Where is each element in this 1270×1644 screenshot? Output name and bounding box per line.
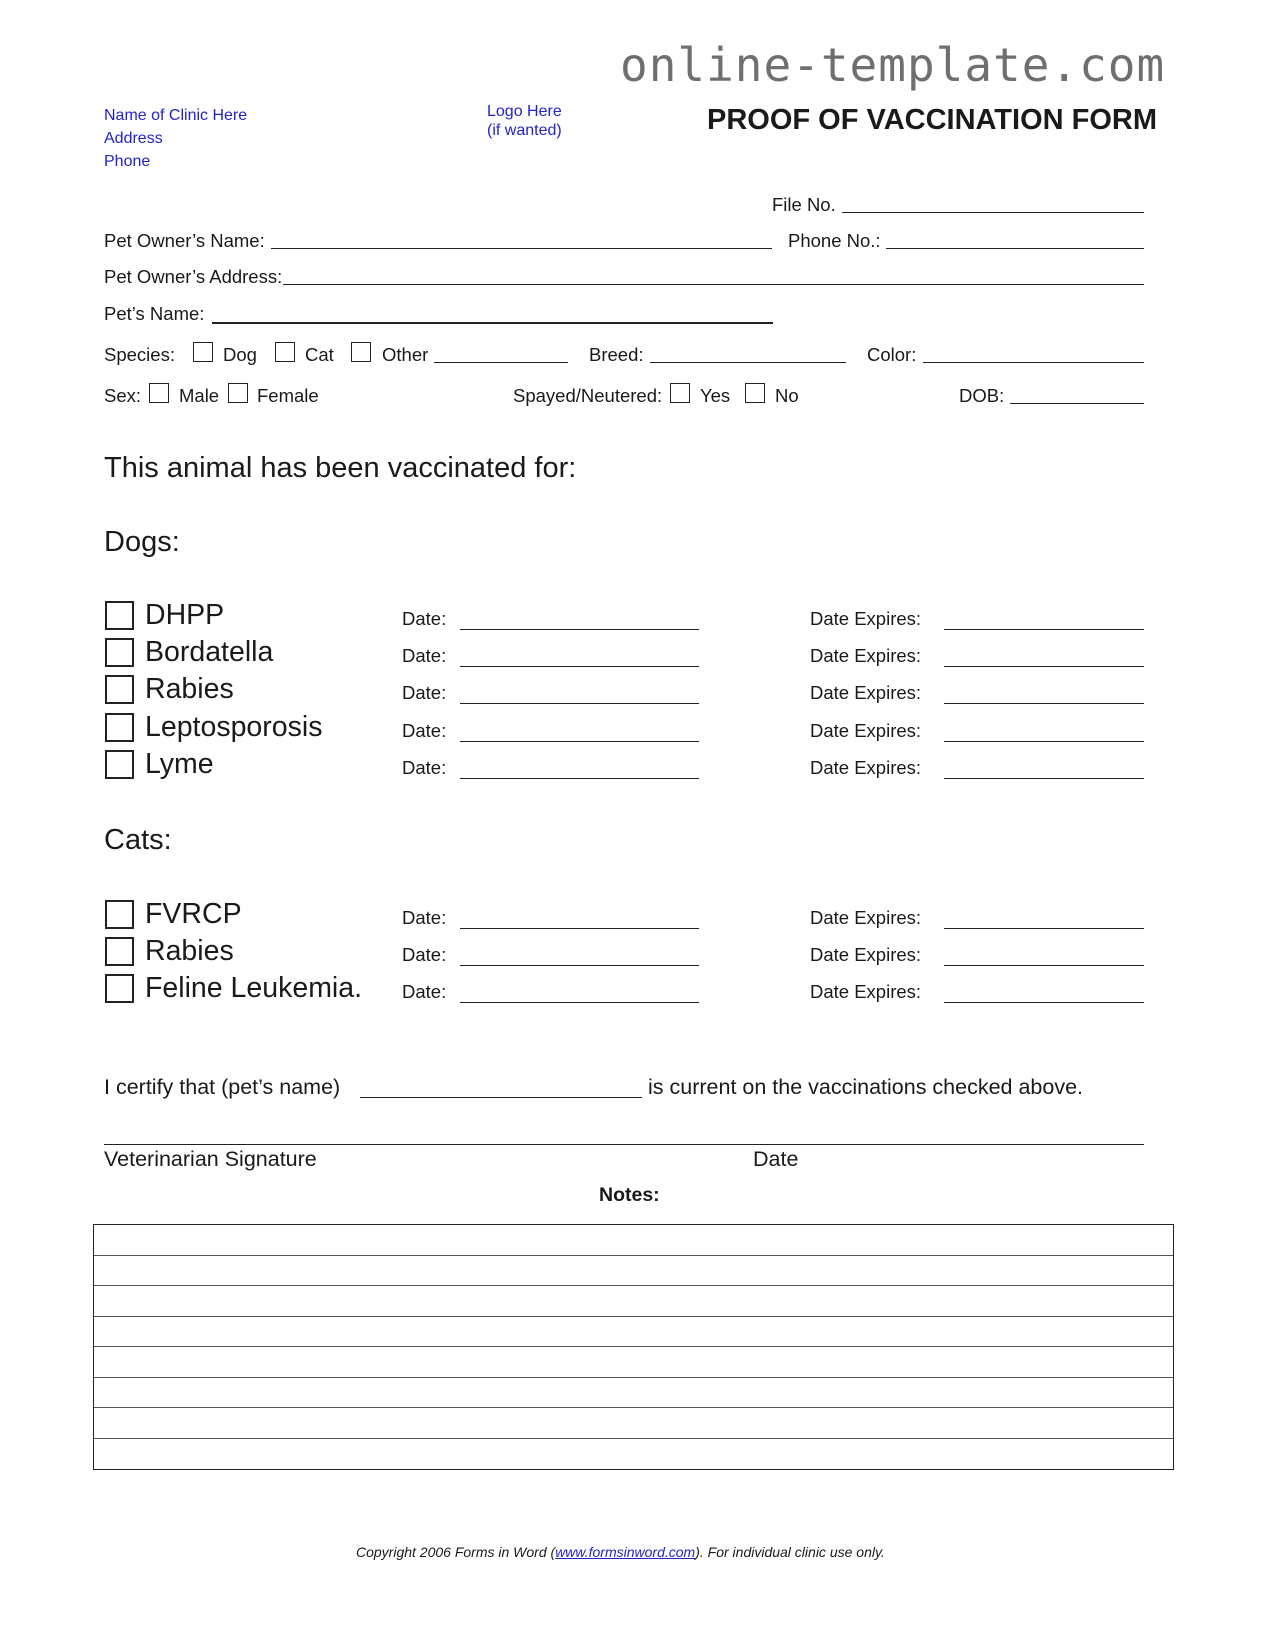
species-dog-label: Dog — [223, 344, 257, 365]
form-title: PROOF OF VACCINATION FORM — [707, 104, 1158, 136]
notes-row[interactable] — [94, 1286, 1173, 1317]
date-label: Date: — [402, 720, 447, 741]
date-expires-field[interactable] — [944, 778, 1144, 779]
dogs-heading: Dogs: — [104, 526, 180, 558]
date-field[interactable] — [460, 928, 699, 929]
owner-name-field[interactable] — [271, 248, 772, 249]
cat-vaccine-name: Feline Leukemia. — [145, 972, 363, 1004]
bordatella-checkbox[interactable] — [105, 638, 134, 667]
date-field[interactable] — [460, 703, 699, 704]
dog-vaccine-name: Lyme — [145, 748, 214, 780]
file-no-field[interactable] — [842, 212, 1144, 213]
signature-line[interactable] — [104, 1144, 1144, 1145]
cat-vaccine-name: FVRCP — [145, 898, 242, 930]
notes-row[interactable] — [94, 1317, 1173, 1348]
owner-address-label: Pet Owner’s Address: — [104, 266, 283, 287]
date-expires-field[interactable] — [944, 703, 1144, 704]
sex-female-label: Female — [257, 385, 319, 406]
rabies-checkbox[interactable] — [105, 675, 134, 704]
dhpp-checkbox[interactable] — [105, 601, 134, 630]
logo-placeholder-line1: Logo Here — [487, 103, 562, 120]
date-expires-field[interactable] — [944, 928, 1144, 929]
footer-link[interactable]: www.formsinword.com — [555, 1544, 696, 1560]
date-expires-field[interactable] — [944, 1002, 1144, 1003]
clinic-address: Address — [104, 130, 163, 147]
footer-suffix: ). For individual clinic use only. — [695, 1544, 885, 1560]
certify-suffix: is current on the vaccinations checked above. — [648, 1075, 1084, 1099]
date-field[interactable] — [460, 666, 699, 667]
date-expires-field[interactable] — [944, 965, 1144, 966]
dog-vaccine-name: DHPP — [145, 599, 225, 631]
color-field[interactable] — [923, 362, 1144, 363]
notes-row[interactable] — [94, 1408, 1173, 1439]
certify-pet-name-field[interactable] — [360, 1097, 642, 1098]
dob-label: DOB: — [959, 385, 1005, 406]
sex-male-label: Male — [179, 385, 220, 406]
dog-vaccine-name: Rabies — [145, 673, 234, 705]
date-expires-label: Date Expires: — [810, 757, 922, 778]
date-field[interactable] — [460, 741, 699, 742]
notes-row[interactable] — [94, 1347, 1173, 1378]
pet-name-label: Pet’s Name: — [104, 303, 205, 324]
cat-vaccine-name: Rabies — [145, 935, 234, 967]
notes-table[interactable] — [93, 1224, 1174, 1470]
species-cat-checkbox[interactable] — [275, 342, 295, 362]
species-other-checkbox[interactable] — [351, 342, 371, 362]
notes-label: Notes: — [599, 1184, 660, 1206]
pet-name-field[interactable] — [212, 322, 773, 324]
leptosporosis-checkbox[interactable] — [105, 713, 134, 742]
cats-heading: Cats: — [104, 824, 172, 856]
dog-vaccine-name: Bordatella — [145, 636, 274, 668]
species-cat-label: Cat — [305, 344, 334, 365]
date-label: Date: — [402, 645, 447, 666]
clinic-phone: Phone — [104, 153, 151, 170]
feline-leukemia-checkbox[interactable] — [105, 974, 134, 1003]
phone-no-field[interactable] — [886, 248, 1144, 249]
spayed-yes-label: Yes — [700, 385, 731, 406]
date-label: Date: — [402, 608, 447, 629]
certify-prefix: I certify that (pet’s name) — [104, 1075, 341, 1099]
sex-female-checkbox[interactable] — [228, 383, 248, 403]
owner-name-label: Pet Owner’s Name: — [104, 230, 265, 251]
spayed-no-checkbox[interactable] — [745, 383, 765, 403]
logo-placeholder-line2: (if wanted) — [487, 122, 562, 139]
cat-rabies-checkbox[interactable] — [105, 937, 134, 966]
date-field[interactable] — [460, 1002, 699, 1003]
spayed-no-label: No — [775, 385, 799, 406]
notes-row[interactable] — [94, 1439, 1173, 1470]
date-expires-label: Date Expires: — [810, 608, 922, 629]
vet-signature-label: Veterinarian Signature — [104, 1147, 317, 1171]
phone-no-label: Phone No.: — [788, 230, 881, 251]
color-label: Color: — [867, 344, 917, 365]
notes-row[interactable] — [94, 1225, 1173, 1256]
date-expires-label: Date Expires: — [810, 981, 922, 1002]
date-expires-label: Date Expires: — [810, 645, 922, 666]
notes-row[interactable] — [94, 1256, 1173, 1287]
fvrcp-checkbox[interactable] — [105, 900, 134, 929]
owner-address-field[interactable] — [283, 284, 1144, 285]
species-other-field[interactable] — [434, 362, 568, 363]
clinic-name: Name of Clinic Here — [104, 107, 248, 124]
footer-copyright — [356, 1544, 885, 1560]
sex-label: Sex: — [104, 385, 142, 406]
date-label: Date: — [402, 907, 447, 928]
species-label: Species: — [104, 344, 175, 365]
species-dog-checkbox[interactable] — [193, 342, 213, 362]
date-field[interactable] — [460, 965, 699, 966]
date-field[interactable] — [460, 629, 699, 630]
date-expires-label: Date Expires: — [810, 720, 922, 741]
species-other-label: Other — [382, 344, 429, 365]
date-label: Date: — [402, 981, 447, 1002]
date-label: Date: — [402, 944, 447, 965]
sex-male-checkbox[interactable] — [149, 383, 169, 403]
date-expires-field[interactable] — [944, 629, 1144, 630]
lyme-checkbox[interactable] — [105, 750, 134, 779]
footer-prefix: Copyright 2006 Forms in Word ( — [356, 1544, 556, 1560]
breed-label: Breed: — [589, 344, 644, 365]
date-expires-label: Date Expires: — [810, 682, 922, 703]
date-label: Date: — [402, 682, 447, 703]
date-label: Date: — [402, 757, 447, 778]
signature-date-label: Date — [753, 1147, 799, 1171]
date-field[interactable] — [460, 778, 699, 779]
date-expires-field[interactable] — [944, 741, 1144, 742]
date-expires-label: Date Expires: — [810, 944, 922, 965]
spayed-label: Spayed/Neutered: — [513, 385, 663, 406]
dog-vaccine-name: Leptosporosis — [145, 711, 323, 743]
spayed-yes-checkbox[interactable] — [670, 383, 690, 403]
watermark: online-template.com — [620, 38, 1166, 92]
vaccinated-heading: This animal has been vaccinated for: — [104, 452, 577, 484]
file-no-label: File No. — [772, 194, 836, 215]
date-expires-label: Date Expires: — [810, 907, 922, 928]
breed-field[interactable] — [650, 362, 846, 363]
dob-field[interactable] — [1010, 403, 1144, 404]
date-expires-field[interactable] — [944, 666, 1144, 667]
notes-row[interactable] — [94, 1378, 1173, 1409]
